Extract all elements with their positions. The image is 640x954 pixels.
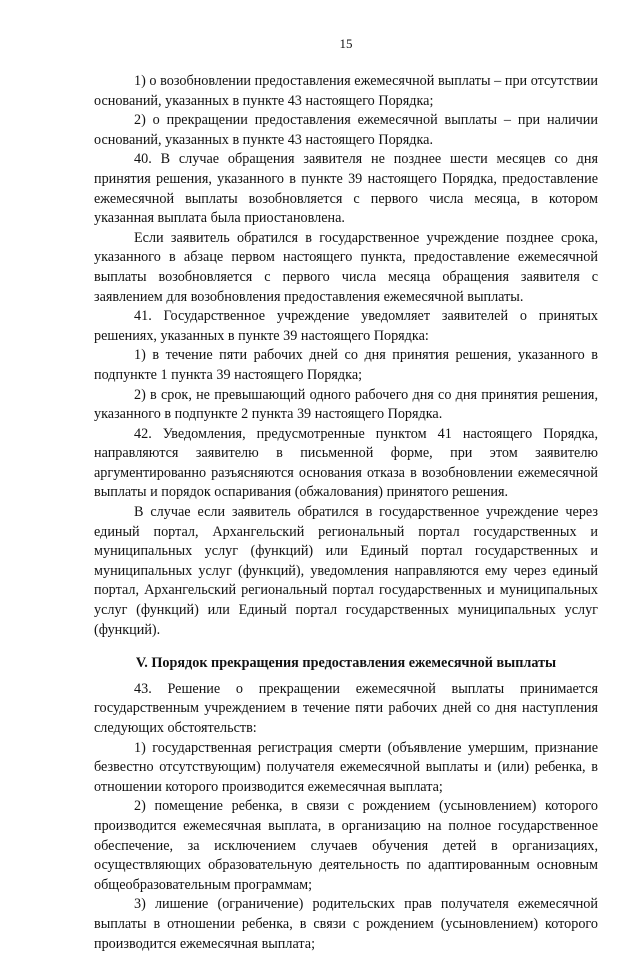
paragraph: 2) помещение ребенка, в связи с рождением (усыновлением) которого производится ежемесячная выплата, в организацию на полное государственное обеспечение, за исключением случаев обучения детей в организациях, осуществляющих образовательную деятельность по адаптированным основным общеобразовательным программам; [94,798,598,893]
paragraph: 43. Решение о прекращении ежемесячной выплаты принимается государственным учреждением в течение пяти рабочих дней со дня наступления следующих обстоятельств: [94,680,598,736]
paragraph: 1) государственная регистрация смерти (объявление умершим, признание безвестно отсутствующим) получателя ежемесячной выплаты и (или) ребенка, в отношении которого производится ежемесячная выплата; [94,739,598,795]
paragraph: 2) в срок, не превышающий одного рабочего дня со дня принятия решения, указанного в подпункте 2 пункта 39 настоящего Порядка. [94,386,598,423]
paragraph: Если заявитель обратился в государственное учреждение позднее срока, указанного в абзаце первом настоящего пункта, предоставление ежемесячной выплаты возобновляется с первого числа месяца обращения заявителя с заявлением для возобновления предоставления ежемесячной выплаты. [94,229,598,305]
paragraph: 2) о прекращении предоставления ежемесячной выплаты – при наличии оснований, указанных в пункте 43 настоящего Порядка. [94,112,598,148]
text-block-top [94,72,598,640]
paragraph: 41. Государственное учреждение уведомляет заявителей о принятых решениях, указанных в пункте 39 настоящего Порядка: [94,308,598,344]
paragraph: 42. Уведомления, предусмотренные пунктом 41 настоящего Порядка, направляются заявителю в письменной форме, при этом заявителю аргументированно разъясняются основания отказа в возобновлении ежемесячной выплаты и порядок оспаривания (обжалования) принятого решения. [94,425,598,501]
paragraph: 3) лишение (ограничение) родительских прав получателя ежемесячной выплаты в отношении ребенка, в связи с рождением (усыновлением) которого производится ежемесячная выплата; [94,896,598,952]
paragraph: 1) в течение пяти рабочих дней со дня принятия решения, указанного в подпункте 1 пункта 39 настоящего Порядка; [94,347,598,383]
paragraph: 40. В случае обращения заявителя не позднее шести месяцев со дня принятия решения, указанного в пункте 39 настоящего Порядка, предоставление ежемесячной выплаты возобновляется с первого числа месяца, в котором указанная выплата была приостановлена. [94,151,598,227]
paragraph: 1) о возобновлении предоставления ежемесячной выплаты – при отсутствии оснований, указанных в пункте 43 настоящего Порядка; [94,73,598,109]
page-number: 15 [339,36,353,51]
paragraph: В случае если заявитель обратился в государственное учреждение через единый портал, Архангельский региональный портал государственных и муниципальных услуг (функций) или Единый портал государственных и муниципальных услуг (функций), уведомления направляются ему через единый портал, Архангельский региональный портал государственных и муниципальных услуг (функций) или Единый портал государственных муниципальных услуг (функций). [94,504,598,638]
text-block-bottom [94,680,598,954]
section-heading: V. Порядок прекращения предоставления ежемесячной выплаты [135,655,557,672]
